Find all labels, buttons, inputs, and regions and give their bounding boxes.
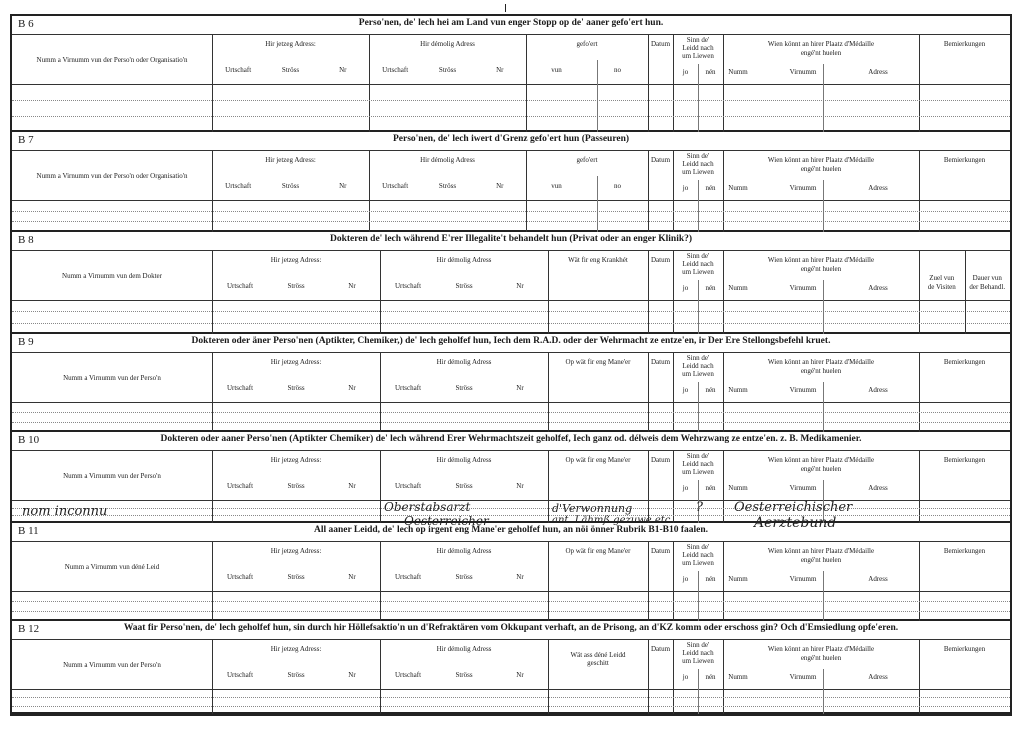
duration-label-2: der Behandl. [969,283,1006,291]
section-header [12,334,1010,353]
name-column-label: Numm a Virnumm vun der Perso'n oder Organisatio'n [36,56,188,64]
street-label: Ströss [455,482,473,490]
column-divider [698,180,699,232]
no-label: nén [705,284,716,292]
row-line [12,508,1010,509]
medal-label-1: Wien könnt an hirer Plaatz d'Médaille [767,156,875,164]
datum-label: Datum [650,547,671,555]
current-address-label: Hir jetzeg Adress: [270,358,322,366]
no-label: nén [705,386,716,394]
row-line [12,116,1010,117]
what-way-label: Op wät fir eng Mane'er [565,456,631,464]
handwritten-name: nom inconnu [22,504,108,519]
row-line [12,611,1010,612]
column-divider [919,34,920,132]
sense-label-1: Sinn de' [686,354,710,362]
medal-label-2: engé'nt huelen [800,367,842,375]
datum-label: Datum [650,256,671,264]
medal-label-1: Wien könnt an hirer Plaatz d'Médaille [767,645,875,653]
handwritten-medal-2: Aerztebund [754,515,837,531]
sense-label-2: Leidd nach [682,44,714,52]
yes-label: jo [682,673,689,681]
medal-name-label: Numm [728,484,748,492]
current-address-label: Hir jetzeg Adress: [270,456,322,464]
medal-label-1: Wien könnt an hirer Plaatz d'Médaille [767,358,875,366]
nr-label: Nr [339,66,347,74]
no-label: nén [705,484,716,492]
column-divider [698,571,699,621]
nr-label: Nr [496,66,504,74]
medal-address-label: Adress [868,68,888,76]
sense-label-3: um Liewen [682,268,714,276]
section-b7 [12,132,1010,232]
remarks-label: Bemierkungen [943,358,986,366]
nr-label: Nr [348,384,356,392]
datum-label: Datum [650,40,671,48]
column-divider [597,176,598,232]
sense-label-3: um Liewen [682,168,714,176]
remarks-label: Bemierkungen [943,645,986,653]
header-divider [12,402,1010,403]
yes-label: jo [682,484,689,492]
sense-label-2: Leidd nach [682,460,714,468]
town-label: Urtschaft [394,282,422,290]
sense-label-3: um Liewen [682,657,714,665]
medal-label-2: engé'nt huelen [800,165,842,173]
column-divider [526,34,527,132]
row-line [12,311,1010,312]
town-label: Urtschaft [382,66,409,74]
section-b12 [12,621,1010,714]
handwritten-what-2: ant. Lähmß gezuwe etc. [552,515,674,526]
current-address-label: Hir jetzeg Adress: [270,256,322,264]
section-header [12,232,1010,251]
medal-name-label: Numm [728,575,748,583]
section-code: B 12 [18,623,40,635]
visits-label-2: de Visiten [927,283,956,291]
medal-name-label: Numm [728,68,748,76]
column-divider [698,280,699,334]
column-divider [698,64,699,132]
town-label: Urtschaft [382,182,409,190]
medal-firstname-label: Virnumm [789,484,817,492]
former-address-label: Hir démolig Adress [436,547,492,555]
name-column-label: Numm a Virnumm vun dem Dokter [62,272,162,280]
row-line [12,323,1010,324]
section-header [12,523,1010,542]
current-address-label: Hir jetzeg Adress: [265,40,316,48]
town-label: Urtschaft [226,282,254,290]
nr-label: Nr [496,182,504,190]
datum-label: Datum [650,456,671,464]
sense-label-1: Sinn de' [686,252,710,260]
nr-label: Nr [348,573,356,581]
medal-address-label: Adress [868,386,888,394]
remarks-label: Bemierkungen [943,40,986,48]
former-address-label: Hir démolig Adress [436,358,492,366]
former-address-label: Hir démolig Adress [436,456,492,464]
nr-label: Nr [516,384,524,392]
column-divider [823,382,824,432]
medal-label-1: Wien könnt an hirer Plaatz d'Médaille [767,547,875,555]
street-label: Ströss [455,573,473,581]
sense-label-2: Leidd nach [682,160,714,168]
sense-label-2: Leidd nach [682,649,714,657]
handwritten-what-1: d'Verwonnung [552,502,633,515]
street-label: Ströss [281,66,300,74]
sense-label-2: Leidd nach [682,362,714,370]
section-b11 [12,523,1010,621]
medal-name-label: Numm [728,184,748,192]
street-label: Ströss [287,282,305,290]
street-label: Ströss [438,182,457,190]
medal-address-label: Adress [868,184,888,192]
illness-label: Wät fir eng Krankhét [568,256,628,264]
fled-label: gefo'ert [576,40,598,48]
row-line [12,601,1010,602]
medal-address-label: Adress [868,575,888,583]
town-label: Urtschaft [394,482,422,490]
column-divider [698,382,699,432]
medal-label-1: Wien könnt an hirer Plaatz d'Médaille [767,456,875,464]
street-label: Ströss [287,482,305,490]
nr-label: Nr [339,182,347,190]
nr-label: Nr [348,282,356,290]
remarks-label: Bemierkungen [943,547,986,555]
street-label: Ströss [281,182,300,190]
handwritten-former-1: Oberstabsarzt [384,500,471,514]
row-line [12,412,1010,413]
to-label: no [614,182,621,190]
handwritten-former-2: Oesterreicher [404,514,489,528]
column-divider [823,669,824,714]
sense-label-3: um Liewen [682,468,714,476]
no-label: nén [705,184,716,192]
column-divider [919,250,920,334]
medal-name-label: Numm [728,673,748,681]
section-b8 [12,232,1010,334]
sense-label-2: Leidd nach [682,551,714,559]
former-address-label: Hir démolig Adress [436,256,492,264]
medal-label-2: engé'nt huelen [800,265,842,273]
medal-label-1: Wien könnt an hirer Plaatz d'Médaille [767,40,875,48]
section-b9 [12,334,1010,432]
former-address-label: Hir démolig Adress [420,156,475,164]
section-title: Dokteren de' lech während E'rer Illegalite't behandelt hun (Privat oder an enger Klinik?) [329,234,693,244]
medal-firstname-label: Virnumm [789,673,817,681]
header-divider [12,200,1010,201]
nr-label: Nr [516,573,524,581]
questionnaire-form [10,14,1012,716]
nr-label: Nr [516,482,524,490]
name-column-label: Numm a Virnumm vun der Perso'n oder Organisatio'n [36,172,188,180]
former-address-label: Hir démolig Adress [420,40,475,48]
visits-label-1: Zuel vun [929,274,955,282]
name-column-label: Numm a Virnumm vun der Perso'n [63,661,161,669]
town-label: Urtschaft [394,573,422,581]
nr-label: Nr [516,671,524,679]
sense-label-1: Sinn de' [686,152,710,160]
what-way-label: Op wät fir eng Mane'er [565,358,631,366]
sense-label-1: Sinn de' [686,36,710,44]
datum-label: Datum [650,645,671,653]
section-title: Waat fir Perso'nen, de' lech geholfef hun, sin durch hir Höllefsaktio'n un d'Refraktären vom Okkupant verhaft, an de Prisong, an d'KZ komm oder erschoss gin? Och d'Emsiedlung opfe'eren. [123,623,899,633]
what-way-label: Op wät fir eng Mane'er [565,547,631,555]
header-divider [12,84,1010,85]
nr-label: Nr [348,671,356,679]
section-header [12,16,1010,35]
medal-label-1: Wien könnt an hirer Plaatz d'Médaille [767,256,875,264]
medal-label-2: engé'nt huelen [800,556,842,564]
section-header [12,132,1010,151]
sense-label-3: um Liewen [682,559,714,567]
no-label: nén [705,673,716,681]
datum-label: Datum [650,358,671,366]
section-title: All aaner Leidd, de' lech op irgent eng Mane'er geholfef hun, an nöi önner Rubrik B1-B10 faalen. [313,525,708,535]
section-code: B 10 [18,434,40,446]
sense-label-1: Sinn de' [686,452,710,460]
medal-firstname-label: Virnumm [789,284,817,292]
remarks-label: Bemierkungen [943,156,986,164]
from-label: vun [551,182,562,190]
section-code: B 8 [18,234,34,246]
column-divider [212,34,213,132]
medal-label-2: engé'nt huelen [800,654,842,662]
street-label: Ströss [287,384,305,392]
what-happened-label: Wät ass déné Leidd [570,651,626,659]
no-label: nén [705,68,716,76]
section-header [12,621,1010,640]
column-divider [648,34,649,132]
section-b6 [12,16,1010,132]
column-divider [965,250,966,334]
sense-label-3: um Liewen [682,52,714,60]
section-code: B 7 [18,134,34,146]
column-divider [823,571,824,621]
town-label: Urtschaft [394,671,422,679]
name-column-label: Numm a Virnumm vun der Perso'n [63,472,161,480]
medal-firstname-label: Virnumm [789,575,817,583]
section-title: Perso'nen, de' lech iwert d'Grenz gefo'ert hun (Passeuren) [392,134,630,144]
yes-label: jo [682,68,689,76]
datum-label: Datum [650,156,671,164]
section-header [12,432,1010,451]
street-label: Ströss [455,671,473,679]
town-label: Urtschaft [226,671,254,679]
section-code: B 9 [18,336,34,348]
nr-label: Nr [348,482,356,490]
column-divider [698,669,699,714]
row-line [12,697,1010,698]
medal-name-label: Numm [728,386,748,394]
street-label: Ströss [438,66,457,74]
section-code: B 11 [18,525,39,537]
column-divider [597,60,598,132]
street-label: Ströss [455,282,473,290]
current-address-label: Hir jetzeg Adress: [265,156,316,164]
yes-label: jo [682,184,689,192]
sense-label-3: um Liewen [682,370,714,378]
sense-label-1: Sinn de' [686,641,710,649]
nr-label: Nr [516,282,524,290]
top-tick-mark [505,4,506,12]
name-column-label: Numm a Virnumm vun déné Leid [64,563,160,571]
header-divider [12,689,1010,690]
header-divider [12,300,1010,301]
street-label: Ströss [455,384,473,392]
sense-label-2: Leidd nach [682,260,714,268]
town-label: Urtschaft [225,182,252,190]
section-code: B 6 [18,18,34,30]
section-title: Dokteren oder aaner Perso'nen (Aptikter Chemiker) de' lech während Erer Wehrmachtszeit geholfef, Iech ganz od. délweis dem Wehrzwang ze entze'en. z. B. Medikamenier. [160,434,862,444]
yes-label: jo [682,386,689,394]
street-label: Ströss [287,573,305,581]
yes-label: jo [682,575,689,583]
row-line [12,515,1010,516]
town-label: Urtschaft [226,482,254,490]
handwritten-medal-1: Oesterreichischer [734,500,853,515]
current-address-label: Hir jetzeg Adress: [270,547,322,555]
medal-label-2: engé'nt huelen [800,49,842,57]
column-divider [823,180,824,232]
row-line [12,422,1010,423]
to-label: no [614,66,621,74]
town-label: Urtschaft [226,384,254,392]
remarks-label: Bemierkungen [943,456,986,464]
town-label: Urtschaft [394,384,422,392]
medal-name-label: Numm [728,284,748,292]
column-divider [369,34,370,132]
column-divider [823,64,824,132]
header-divider [12,591,1010,592]
town-label: Urtschaft [226,573,254,581]
header-divider [12,500,1010,501]
town-label: Urtschaft [225,66,252,74]
from-label: vun [551,66,562,74]
medal-address-label: Adress [868,284,888,292]
row-line [12,221,1010,222]
column-divider [823,280,824,334]
no-label: nén [705,575,716,583]
medal-address-label: Adress [868,484,888,492]
former-address-label: Hir démolig Adress [436,645,492,653]
medal-firstname-label: Virnumm [789,68,817,76]
medal-firstname-label: Virnumm [789,386,817,394]
sense-label-1: Sinn de' [686,543,710,551]
current-address-label: Hir jetzeg Adress: [270,645,322,653]
medal-firstname-label: Virnumm [789,184,817,192]
section-title: Dokteren oder äner Perso'nen (Aptikter, Chemiker,) de' lech geholfef hun, Iech dem R.A.D. oder der Wehrmacht ze entze'en, ir Der Ere Stellongsbefehl kruet. [191,336,831,346]
section-title: Perso'nen, de' lech hei am Land vun enger Stopp op de' aaner gefo'ert hun. [358,18,664,28]
street-label: Ströss [287,671,305,679]
fled-label: gefo'ert [576,156,598,164]
row-line [12,706,1010,707]
medal-label-2: engé'nt huelen [800,465,842,473]
yes-label: jo [682,284,689,292]
row-line [12,100,1010,101]
medal-address-label: Adress [868,673,888,681]
row-line [12,211,1010,212]
duration-label-1: Dauer vun [972,274,1002,282]
handwritten-question: ? [696,500,703,515]
what-happened-label-2: geschitt [587,659,609,667]
name-column-label: Numm a Virnumm vun der Perso'n [63,374,161,382]
